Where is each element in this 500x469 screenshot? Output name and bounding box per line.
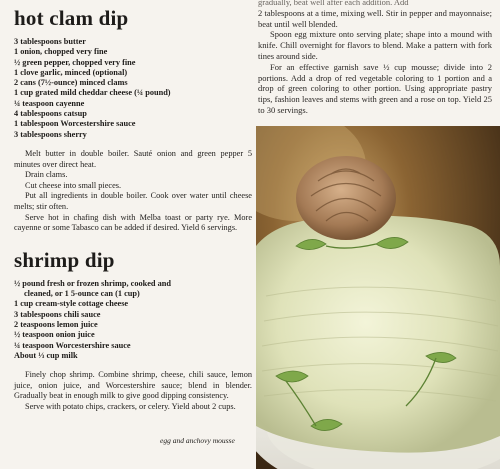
left-column (14, 6, 252, 412)
ingredient-item: 1 tablespoon Worcestershire sauce (14, 119, 136, 129)
recipe-title-shrimp-dip: shrimp dip (14, 247, 115, 272)
ingredient-item: About ⅓ cup milk (14, 350, 78, 360)
direction-paragraph: Drain clams. (25, 170, 68, 180)
ingredient-item: 4 tablespoons catsup (14, 109, 87, 119)
photo-caption: egg and anchovy mousse (160, 436, 235, 445)
direction-paragraph: For an effective garnish save ½ cup mousse; divide into 2 portions. Add a drop of red vegetable coloring to 1 portion and a drop of green coloring to other portion. Using appropriate pastry tips, fashion leaves and stems with green and a rose on top. Yield 25 to 30 servings. (258, 61, 492, 115)
ingredient-item: 3 tablespoons butter (14, 37, 86, 46)
direction-paragraph: Finely chop shrimp. Combine shrimp, cheese, chili sauce, lemon juice, onion juice, and Worcestershire sauce; blend in blender. Gradually beat in enough milk to give good dipping consistency. (14, 370, 252, 401)
cutoff-text-line: gradually, beat well after each addition. Add (258, 0, 409, 7)
ingredient-item: 2 cans (7½-ounce) minced clams (14, 78, 128, 88)
ingredient-item: 3 tablespoons sherry (14, 129, 87, 139)
direction-paragraph: Melt butter in double boiler. Sauté onion and green pepper 5 minutes over direct heat. (14, 148, 252, 169)
mousse-photo (256, 126, 500, 469)
ingredient-item: 2 teaspoons lemon juice (14, 319, 98, 329)
ingredient-item: 1 cup cream-style cottage cheese (14, 299, 129, 309)
ingredient-item: ¼ teaspoon Worcestershire sauce (14, 340, 131, 350)
right-column (258, 0, 492, 116)
ingredient-item: 1 clove garlic, minced (optional) (14, 67, 128, 77)
ingredient-item: 3 tablespoons chili sauce (14, 309, 101, 319)
direction-paragraph: Serve with potato chips, crackers, or celery. Yield about 2 cups. (25, 401, 236, 411)
directions-shrimp-dip (14, 370, 252, 412)
ingredient-item: ½ teaspoon onion juice (14, 330, 95, 340)
direction-paragraph: Serve hot in chafing dish with Melba toast or party rye. More cayenne or some Tabasco can be added if desired. Yield 6 servings. (14, 212, 252, 233)
ingredient-item: ½ green pepper, chopped very fine (14, 57, 136, 67)
direction-paragraph: Cut cheese into small pieces. (25, 180, 122, 190)
directions-hot-clam-dip (14, 149, 252, 234)
mousse-illustration (256, 126, 500, 469)
ingredient-list-shrimp-dip (14, 279, 252, 361)
recipe-title-hot-clam-dip: hot clam dip (14, 6, 129, 30)
ingredient-list-hot-clam-dip (14, 37, 252, 140)
direction-paragraph: 2 tablespoons at a time, mixing well. Stir in pepper and mayonnaise; beat until well blended. (258, 7, 492, 29)
ingredient-item: cleaned, or 1 5-ounce can (1 cup) (24, 289, 140, 299)
rose-garnish (296, 156, 396, 240)
direction-paragraph: Spoon egg mixture onto serving plate; shape into a mound with knife. Chill overnight for flavors to blend. Make a pattern with fork tines around side. (258, 29, 492, 61)
ingredient-item: 1 onion, chopped very fine (14, 47, 108, 57)
ingredient-item: 1 cup grated mild cheddar cheese (¼ pound) (14, 88, 171, 98)
mousse-mound (256, 216, 500, 453)
direction-paragraph: Put all ingredients in double boiler. Cook over water until cheese melts; stir often. (14, 191, 252, 211)
ingredient-item: ¼ teaspoon cayenne (14, 98, 85, 108)
ingredient-item: ½ pound fresh or frozen shrimp, cooked and (14, 278, 171, 288)
